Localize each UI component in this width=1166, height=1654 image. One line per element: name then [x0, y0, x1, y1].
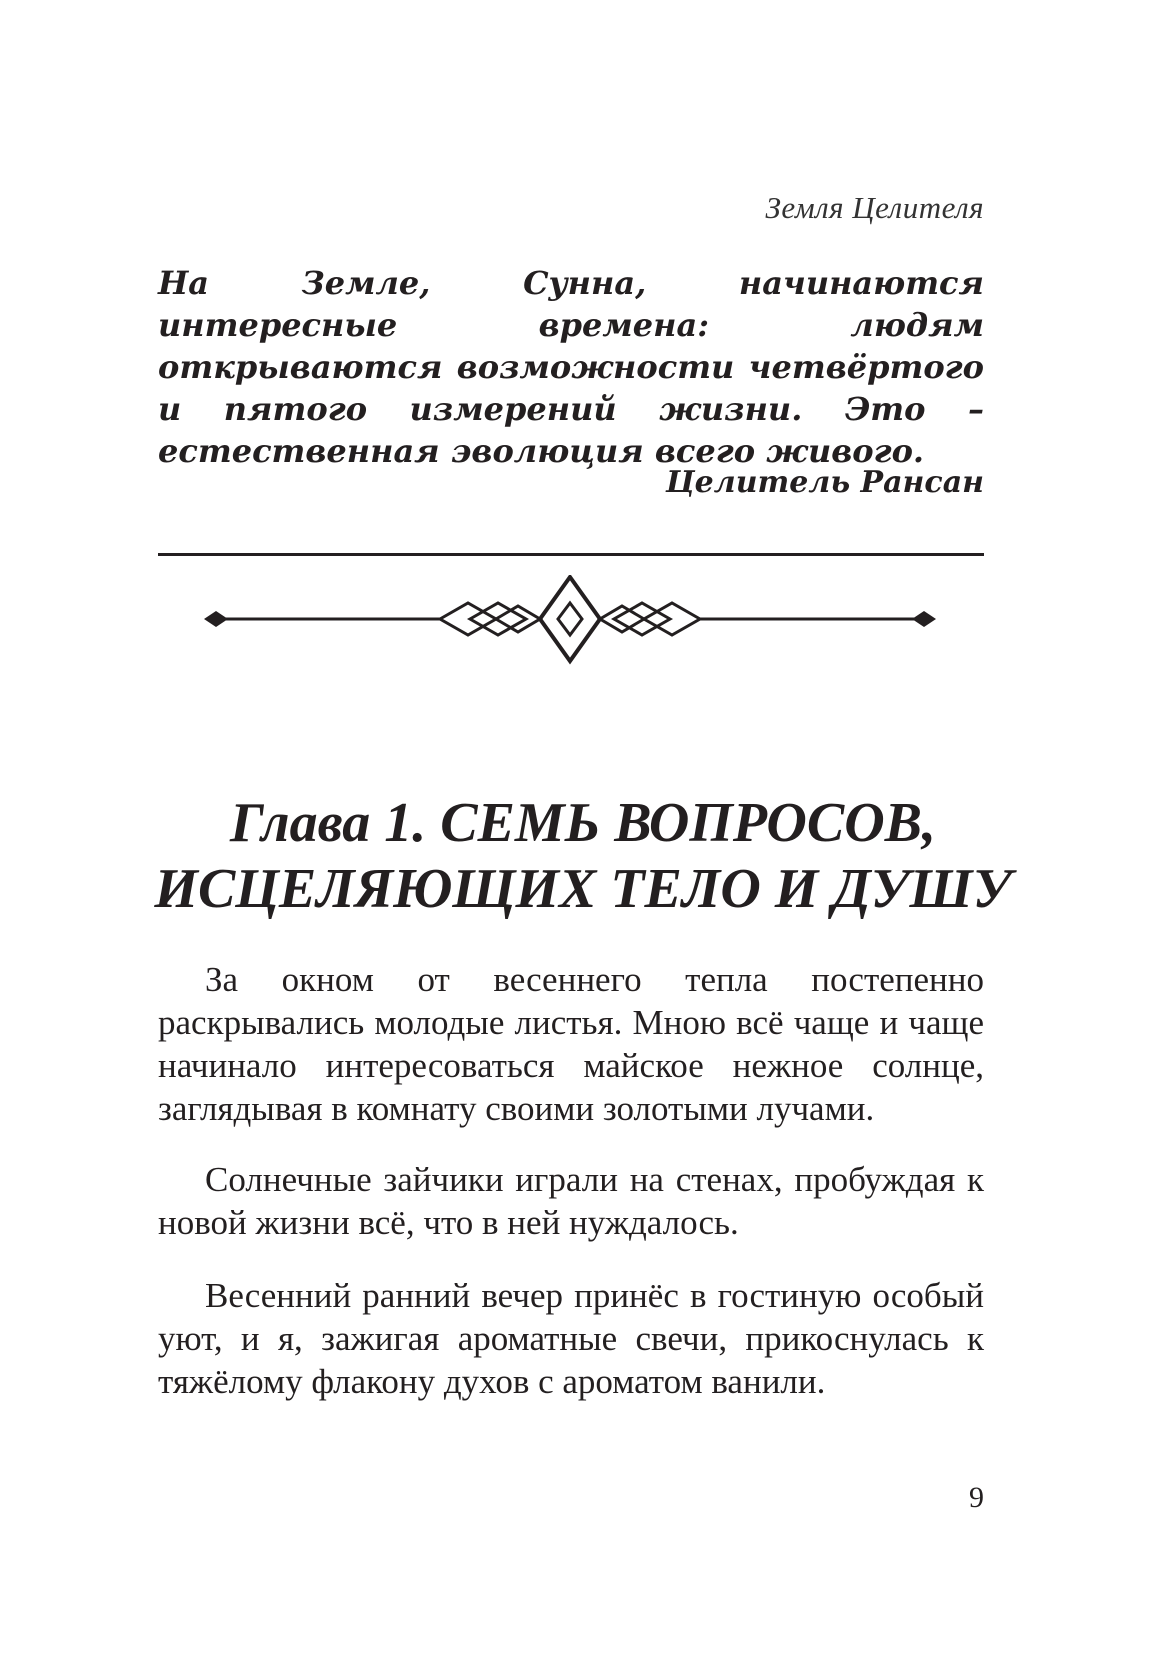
ornament-divider-icon — [200, 575, 940, 675]
epigraph-author: Целитель Рансан — [665, 465, 984, 500]
chapter-title-line-2: ИСЦЕЛЯЮЩИХ ТЕЛО И ДУШУ — [154, 858, 1012, 920]
chapter-title-line-1: Глава 1. СЕМЬ ВОПРОСОВ, — [230, 792, 936, 854]
chapter-title — [100, 790, 1066, 922]
horizontal-rule — [158, 553, 984, 556]
paragraph-1: За окном от весеннего тепла постепенно раскрывались молодые листья. Мною всё чаще и чаще начинало интересоваться майское нежное солнце, заглядывая в комнату своими золотыми лучами. — [158, 960, 984, 1128]
page-number: 9 — [969, 1481, 984, 1514]
epigraph-text: На Земле, Сунна, начинаются интересные времена: людям открываются возможности четвёртого и пятого измерений жизни. Это – естественная эволюция всего живого. — [158, 264, 984, 470]
paragraph-2: Солнечные зайчики играли на стенах, пробуждая к новой жизни всё, что в ней нуждалось. — [158, 1160, 984, 1242]
paragraph-3: Весенний ранний вечер принёс в гостиную особый уют, и я, зажигая ароматные свечи, прикоснулась к тяжёлому флакону духов с ароматом ванили. — [158, 1276, 984, 1401]
running-head: Земля Целителя — [765, 190, 984, 225]
